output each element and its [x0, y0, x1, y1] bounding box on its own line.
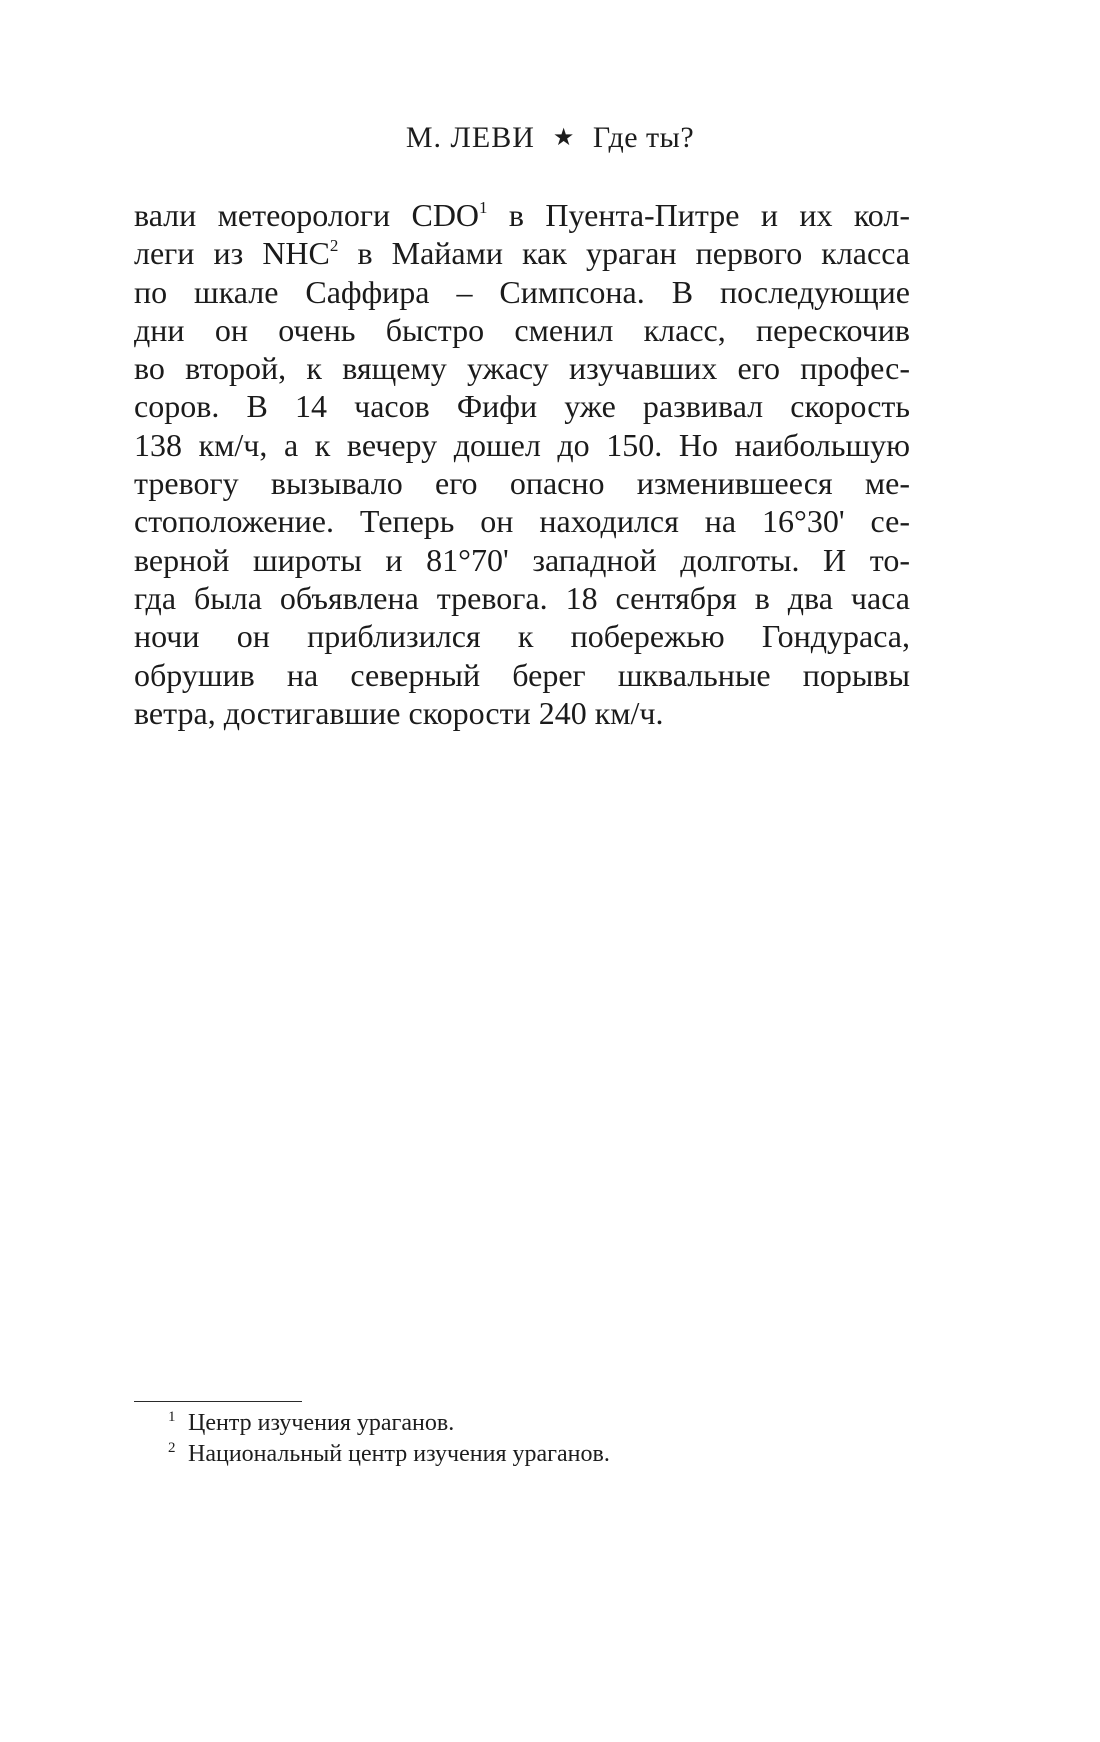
footnote-2: 2 Национальный центр изучения ураганов.: [168, 1440, 610, 1467]
text-line: верной широты и 81°70' западной долготы. И то-: [134, 541, 910, 578]
text-line: тревогу вызывало его опасно изменившееся ме-: [134, 465, 910, 502]
footnote-text: Центр изучения ураганов.: [188, 1410, 455, 1436]
footnote-ref-1[interactable]: 1: [479, 198, 488, 217]
text-line: гда была объявлена тревога. 18 сентября в два часа: [134, 579, 910, 616]
footnote-text: Национальный центр изучения ураганов.: [188, 1441, 610, 1467]
text-line: обрушив на северный берег шквальные порывы: [134, 656, 910, 693]
text-line: дни он очень быстро сменил класс, перескочив: [134, 311, 910, 348]
running-header: [0, 118, 1100, 158]
footnote-1: 1 Центр изучения ураганов.: [168, 1409, 455, 1436]
star-icon: ★: [552, 125, 575, 151]
text-line: по шкале Саффира – Симпсона. В последующие: [134, 273, 910, 310]
text-line: соров. В 14 часов Фифи уже развивал скорость: [134, 388, 910, 425]
footnote-divider: [134, 1401, 302, 1402]
text-line: во второй, к вящему ужасу изучавших его профес-: [134, 350, 910, 387]
text-line: 138 км/ч, а к вечеру дошел до 150. Но наибольшую: [134, 426, 910, 463]
body-paragraph: [134, 196, 910, 732]
header-author: М. ЛЕВИ: [405, 121, 535, 154]
text-line: ночи он приблизился к побережью Гондураса,: [134, 618, 910, 655]
footnote-ref-2[interactable]: 2: [329, 236, 339, 256]
text-line: стоположение. Теперь он находился на 16°30' се-: [134, 503, 910, 540]
header-title: Где ты?: [592, 121, 695, 154]
text-line: вали метеорологи CDO$^1$ в Пуента-Питре и их кол-: [134, 197, 911, 233]
text-line: леги из NHC$^2$ в Майами как ураган первого класса: [134, 235, 911, 272]
text-line: ветра, достигавшие скорости 240 км/ч.: [134, 694, 664, 731]
footnotes: [168, 1408, 868, 1470]
